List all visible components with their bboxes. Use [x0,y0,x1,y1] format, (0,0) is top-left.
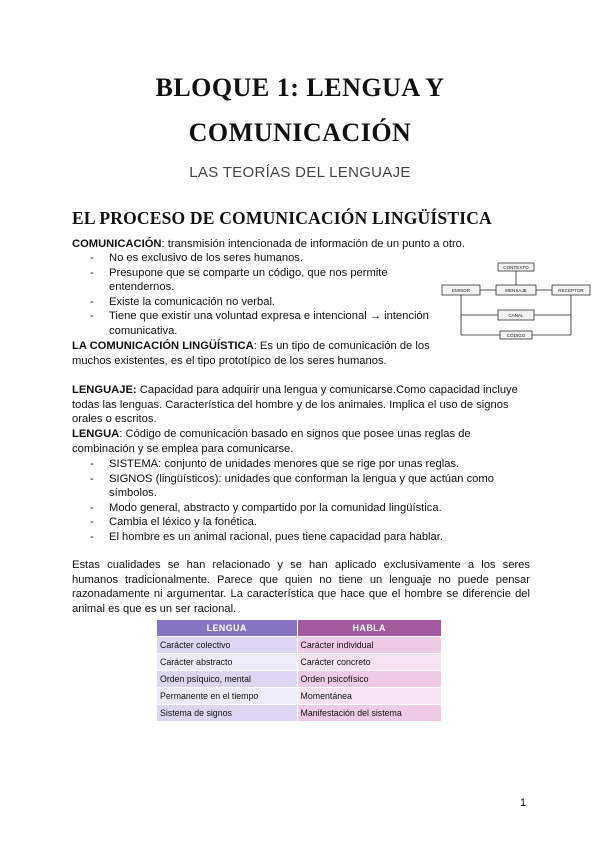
diagram-contexto-label: CONTEXTO [503,265,529,270]
table-row [157,705,442,722]
table-cell: Momentánea [297,688,441,705]
table-cell: Orden psíquico, mental [157,671,298,688]
list-item: - SISTEMA: conjunto de unidades menores que se rige por unas reglas. [90,457,530,472]
lengua-definition [72,427,530,456]
table-header-row [157,620,442,637]
document-title-line-2: COMUNICACIÓN [188,118,412,147]
closing-paragraph: Estas cualidades se han relacionado y se han aplicado exclusivamente a los seres humanos tradicionalmente. Parece que quien no tiene un lenguaje no puede pensar razonadamente ni argumentar. La característica que hace que el hombre se diferencie del animal es que es un ser racional. [72,559,530,615]
comunicacion-linguistica-text: : Es un tipo de comunicación de los muchos existentes, es el tipo prototípico de los seres humanos. [72,340,430,367]
table-cell: Carácter abstracto [157,654,298,671]
comunicacion-linguistica-definition [72,339,432,368]
diagram-receptor-label: RECEPTOR [558,287,584,293]
list-item: - SIGNOS (lingüísticos): unidades que conforman la lengua y que actúan como símbolos. [90,472,530,501]
table-cell: Sistema de signos [157,705,298,722]
lengua-habla-table [156,619,442,722]
table-cell: Manifestación del sistema [297,705,441,722]
table-header-habla: HABLA [297,620,441,637]
lenguaje-term: LENGUAJE: [72,384,137,396]
list-item: - El hombre es un animal racional, pues tiene capacidad para hablar. [90,530,530,545]
lengua-text: : Código de comunicación basado en signos que posee unas reglas de combinación y se emplea para comunicarse. [72,428,471,455]
document-subtitle: LAS TEORÍAS DEL LENGUAJE [189,164,411,181]
list-item: - Presupone que se comparte un código, que nos permite entendernos. [90,266,430,295]
diagram-mensaje-label: MENSAJE [505,287,527,293]
list-item: - Tiene que existir una voluntad expresa e intencional → intención comunicativa. [90,309,430,338]
communication-diagram [440,260,592,342]
table-cell: Carácter colectivo [157,637,298,654]
diagram-canal-label: CANAL [508,312,524,318]
comunicacion-text: : transmisión intencionada de información de un punto a otro. [161,238,465,250]
comunicacion-term: COMUNICACIÓN [72,238,162,250]
table-row [157,688,442,705]
comunicacion-definition [72,237,472,252]
section-heading: EL PROCESO DE COMUNICACIÓN LINGÜÍSTICA [72,208,492,228]
document-title-line-1: BLOQUE 1: LENGUA Y [155,73,445,102]
lenguaje-definition [72,383,530,427]
table-cell: Carácter concreto [297,654,441,671]
lengua-bullet-list [90,457,530,545]
list-item: - Modo general, abstracto y compartido por la comunidad lingüística. [90,501,530,516]
page-number: 1 [520,797,527,809]
list-item: - No es exclusivo de los seres humanos. [90,251,430,266]
list-item: - Cambia el léxico y la fonética. [90,515,530,530]
table-cell: Carácter individual [297,637,441,654]
table-header-lengua: LENGUA [157,620,298,637]
table-cell: Orden psicofísico [297,671,441,688]
diagram-emisor-label: EMISOR [451,287,471,293]
table-row [157,637,442,654]
comunicacion-bullet-list [90,251,430,339]
table-row [157,654,442,671]
table-row [157,671,442,688]
comunicacion-linguistica-term: LA COMUNICACIÓN LINGÜÍSTICA [72,340,254,352]
list-item: - Existe la comunicación no verbal. [90,295,430,310]
diagram-codigo-label: CÓDIGO [506,332,526,338]
lenguaje-text: Capacidad para adquirir una lengua y comunicarse.Como capacidad incluye todas las lenguas. Característica del hombre y de los animales. Implica el uso de signos orales o escritos. [72,384,518,426]
lengua-term: LENGUA [72,428,120,440]
table-cell: Permanente en el tiempo [157,688,298,705]
